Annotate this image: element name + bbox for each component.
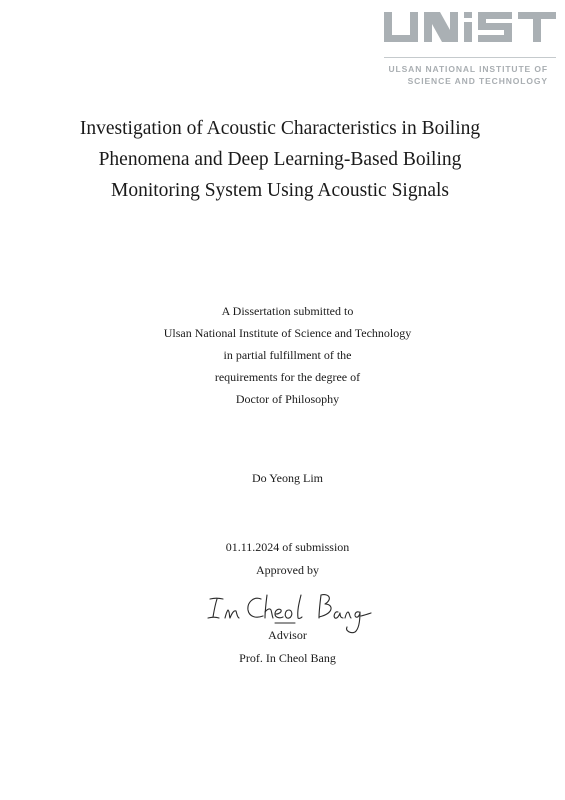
submission-line-1: A Dissertation submitted to (221, 304, 354, 318)
dissertation-title (40, 113, 520, 206)
logo-subtitle-line1: ULSAN NATIONAL INSTITUTE OF (388, 64, 548, 74)
submission-line-3: in partial fulfillment of the (223, 348, 352, 362)
unist-wordmark (382, 10, 558, 46)
unist-logo (382, 10, 558, 86)
submission-line-5: Doctor of Philosophy (235, 392, 340, 406)
submission-date: 01.11.2024 of submission (225, 540, 350, 554)
author-name: Do Yeong Lim (251, 471, 323, 485)
submission-line-2: Ulsan National Institute of Science and Technology (163, 326, 412, 340)
logo-divider (384, 57, 556, 58)
advisor-label: Advisor (268, 628, 307, 642)
submission-statement (90, 300, 485, 410)
advisor-name: Prof. In Cheol Bang (239, 651, 336, 665)
title-line-2: Phenomena and Deep Learning-Based Boiling (98, 149, 462, 170)
logo-subtitle-line2: SCIENCE AND TECHNOLOGY (407, 76, 548, 86)
title-line-1: Investigation of Acoustic Characteristics in Boiling (79, 118, 481, 139)
title-line-3: Monitoring System Using Acoustic Signals (110, 180, 449, 201)
submission-line-4: requirements for the degree of (214, 370, 361, 384)
approved-by-label: Approved by (256, 563, 319, 577)
